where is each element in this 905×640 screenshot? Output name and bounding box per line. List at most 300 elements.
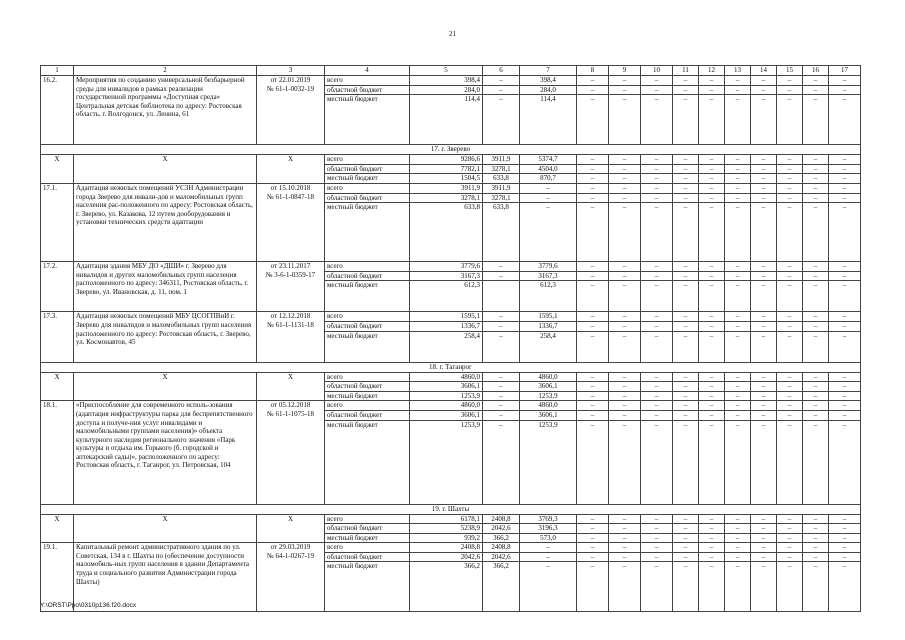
total-amount: 3606,1 xyxy=(410,410,483,420)
empty-year-cell: – xyxy=(609,174,641,184)
placeholder-x: Х xyxy=(257,372,325,401)
empty-year-cell: – xyxy=(673,174,699,184)
item-number: 17.3. xyxy=(41,312,74,362)
empty-year-cell: – xyxy=(609,85,641,95)
section-title: 18. г. Таганрог xyxy=(41,362,861,372)
amount-col-6: 3278,1 xyxy=(483,193,520,203)
empty-year-cell: – xyxy=(609,155,641,165)
empty-year-cell: – xyxy=(751,271,777,281)
empty-year-cell: – xyxy=(673,331,699,362)
amount-col-6: – xyxy=(483,271,520,281)
empty-year-cell: – xyxy=(609,95,641,145)
amount-col-6: 2042,6 xyxy=(483,524,520,534)
funding-source: всего xyxy=(325,543,410,553)
section-total-row xyxy=(41,155,861,165)
empty-year-cell: – xyxy=(803,514,829,524)
empty-year-cell: – xyxy=(673,85,699,95)
empty-year-cell: – xyxy=(673,95,699,145)
empty-year-cell: – xyxy=(673,420,699,504)
empty-year-cell: – xyxy=(777,183,803,193)
empty-year-cell: – xyxy=(803,174,829,184)
empty-year-cell: – xyxy=(673,552,699,562)
total-amount: 258,4 xyxy=(410,331,483,362)
empty-year-cell: – xyxy=(751,312,777,322)
amount-col-6: 633,8 xyxy=(483,174,520,184)
empty-year-cell: – xyxy=(673,312,699,322)
empty-year-cell: – xyxy=(751,562,777,612)
empty-year-cell: – xyxy=(751,281,777,312)
total-amount: 7782,1 xyxy=(410,164,483,174)
empty-year-cell: – xyxy=(577,410,609,420)
total-amount: 1253,9 xyxy=(410,420,483,504)
amount-col-7: 1336,7 xyxy=(520,321,577,331)
empty-year-cell: – xyxy=(725,514,751,524)
column-number: 12 xyxy=(699,66,725,76)
empty-year-cell: – xyxy=(673,514,699,524)
empty-year-cell: – xyxy=(725,203,751,262)
empty-year-cell: – xyxy=(673,183,699,193)
empty-year-cell: – xyxy=(609,420,641,504)
empty-year-cell: – xyxy=(829,514,861,524)
total-amount: 3779,6 xyxy=(410,262,483,272)
funding-source: местный бюджет xyxy=(325,95,410,145)
empty-year-cell: – xyxy=(751,552,777,562)
total-amount: 1336,7 xyxy=(410,321,483,331)
empty-year-cell: – xyxy=(673,543,699,553)
placeholder-x: Х xyxy=(74,372,257,401)
total-amount: 1253,9 xyxy=(410,391,483,401)
funding-source: областной бюджет xyxy=(325,85,410,95)
empty-year-cell: – xyxy=(803,321,829,331)
empty-year-cell: – xyxy=(803,331,829,362)
empty-year-cell: – xyxy=(641,420,673,504)
funding-source: местный бюджет xyxy=(325,203,410,262)
empty-year-cell: – xyxy=(699,164,725,174)
empty-year-cell: – xyxy=(641,203,673,262)
funding-source: всего xyxy=(325,76,410,86)
empty-year-cell: – xyxy=(577,95,609,145)
empty-year-cell: – xyxy=(725,420,751,504)
empty-year-cell: – xyxy=(577,193,609,203)
empty-year-cell: – xyxy=(577,281,609,312)
column-number: 4 xyxy=(325,66,410,76)
empty-year-cell: – xyxy=(699,524,725,534)
total-amount: 284,0 xyxy=(410,85,483,95)
amount-col-7: 4860,0 xyxy=(520,372,577,382)
empty-year-cell: – xyxy=(751,372,777,382)
document-cell xyxy=(257,183,325,261)
empty-year-cell: – xyxy=(829,155,861,165)
amount-col-7: – xyxy=(520,562,577,612)
empty-year-cell: – xyxy=(641,312,673,322)
funding-source: областной бюджет xyxy=(325,524,410,534)
empty-year-cell: – xyxy=(829,76,861,86)
empty-year-cell: – xyxy=(829,562,861,612)
empty-year-cell: – xyxy=(777,262,803,272)
total-amount: 6178,1 xyxy=(410,514,483,524)
empty-year-cell: – xyxy=(829,193,861,203)
empty-year-cell: – xyxy=(751,76,777,86)
empty-year-cell: – xyxy=(725,193,751,203)
amount-col-7: 3779,6 xyxy=(520,262,577,272)
empty-year-cell: – xyxy=(673,193,699,203)
empty-year-cell: – xyxy=(641,552,673,562)
empty-year-cell: – xyxy=(577,420,609,504)
document-number: № 3-6-1-0359-17 xyxy=(265,270,316,279)
empty-year-cell: – xyxy=(577,164,609,174)
empty-year-cell: – xyxy=(751,391,777,401)
empty-year-cell: – xyxy=(777,401,803,411)
total-amount: 612,3 xyxy=(410,281,483,312)
empty-year-cell: – xyxy=(609,382,641,392)
empty-year-cell: – xyxy=(803,203,829,262)
empty-year-cell: – xyxy=(803,85,829,95)
column-number: 8 xyxy=(577,66,609,76)
column-number: 1 xyxy=(41,66,74,76)
empty-year-cell: – xyxy=(699,281,725,312)
amount-col-6: 2042,6 xyxy=(483,552,520,562)
empty-year-cell: – xyxy=(609,164,641,174)
empty-year-cell: – xyxy=(577,321,609,331)
empty-year-cell: – xyxy=(725,85,751,95)
empty-year-cell: – xyxy=(725,262,751,272)
empty-year-cell: – xyxy=(829,382,861,392)
empty-year-cell: – xyxy=(673,401,699,411)
item-number: 18.1. xyxy=(41,401,74,504)
item-name: Адаптация здания МБУ ДО «ДШИ» г. Зверево для инвалидов и других маломобильных групп населения расположенного по адресу: 346311, Ростовская область, г. Зверево, ул. Ивановская, д. 11, пом. 1 xyxy=(74,262,257,312)
empty-year-cell: – xyxy=(577,183,609,193)
empty-year-cell: – xyxy=(751,95,777,145)
funding-source: областной бюджет xyxy=(325,271,410,281)
item-row xyxy=(41,543,861,553)
empty-year-cell: – xyxy=(641,85,673,95)
empty-year-cell: – xyxy=(803,562,829,612)
empty-year-cell: – xyxy=(777,155,803,165)
placeholder-x: Х xyxy=(41,155,74,184)
empty-year-cell: – xyxy=(641,193,673,203)
amount-col-7: 3606,1 xyxy=(520,382,577,392)
empty-year-cell: – xyxy=(803,524,829,534)
amount-col-6: 3911,9 xyxy=(483,155,520,165)
empty-year-cell: – xyxy=(725,562,751,612)
empty-year-cell: – xyxy=(577,552,609,562)
empty-year-cell: – xyxy=(725,164,751,174)
column-number-row xyxy=(41,66,861,76)
total-amount: 2042,6 xyxy=(410,552,483,562)
empty-year-cell: – xyxy=(699,155,725,165)
item-name: Капитальный ремонт административного здания по ул. Советская, 134 в г. Шахты по (обеспечение доступности маломобиль-ных групп населения в здании Департамента труда и социального развития Администрации города Шахты) xyxy=(74,543,257,612)
empty-year-cell: – xyxy=(699,312,725,322)
table-body xyxy=(41,66,861,612)
column-number: 7 xyxy=(520,66,577,76)
empty-year-cell: – xyxy=(803,420,829,504)
empty-year-cell: – xyxy=(699,552,725,562)
empty-year-cell: – xyxy=(751,262,777,272)
empty-year-cell: – xyxy=(751,321,777,331)
empty-year-cell: – xyxy=(777,312,803,322)
empty-year-cell: – xyxy=(641,262,673,272)
empty-year-cell: – xyxy=(725,183,751,193)
empty-year-cell: – xyxy=(699,562,725,612)
total-amount: 3278,1 xyxy=(410,193,483,203)
empty-year-cell: – xyxy=(699,193,725,203)
amount-col-6: – xyxy=(483,95,520,145)
placeholder-x: Х xyxy=(41,372,74,401)
empty-year-cell: – xyxy=(577,401,609,411)
column-number: 14 xyxy=(751,66,777,76)
empty-year-cell: – xyxy=(641,382,673,392)
amount-col-6: – xyxy=(483,262,520,272)
document-cell xyxy=(257,543,325,612)
empty-year-cell: – xyxy=(609,552,641,562)
empty-year-cell: – xyxy=(829,321,861,331)
empty-year-cell: – xyxy=(699,271,725,281)
amount-col-6: 2408,8 xyxy=(483,543,520,553)
empty-year-cell: – xyxy=(803,262,829,272)
empty-year-cell: – xyxy=(829,372,861,382)
empty-year-cell: – xyxy=(829,312,861,322)
amount-col-6: – xyxy=(483,331,520,362)
funding-source: областной бюджет xyxy=(325,193,410,203)
funding-source: всего xyxy=(325,401,410,411)
empty-year-cell: – xyxy=(777,331,803,362)
document-cell xyxy=(257,401,325,504)
empty-year-cell: – xyxy=(577,155,609,165)
empty-year-cell: – xyxy=(777,552,803,562)
empty-year-cell: – xyxy=(641,401,673,411)
empty-year-cell: – xyxy=(609,262,641,272)
empty-year-cell: – xyxy=(751,420,777,504)
amount-col-7: 573,0 xyxy=(520,533,577,543)
empty-year-cell: – xyxy=(829,410,861,420)
empty-year-cell: – xyxy=(641,321,673,331)
empty-year-cell: – xyxy=(699,203,725,262)
empty-year-cell: – xyxy=(673,533,699,543)
empty-year-cell: – xyxy=(803,95,829,145)
amount-col-7: 5374,7 xyxy=(520,155,577,165)
empty-year-cell: – xyxy=(751,193,777,203)
total-amount: 1504,5 xyxy=(410,174,483,184)
empty-year-cell: – xyxy=(751,174,777,184)
empty-year-cell: – xyxy=(641,281,673,312)
funding-source: всего xyxy=(325,183,410,193)
empty-year-cell: – xyxy=(751,164,777,174)
empty-year-cell: – xyxy=(803,391,829,401)
empty-year-cell: – xyxy=(577,562,609,612)
empty-year-cell: – xyxy=(577,372,609,382)
empty-year-cell: – xyxy=(673,281,699,312)
empty-year-cell: – xyxy=(609,183,641,193)
empty-year-cell: – xyxy=(699,420,725,504)
empty-year-cell: – xyxy=(609,312,641,322)
empty-year-cell: – xyxy=(577,514,609,524)
amount-col-7: – xyxy=(520,203,577,262)
section-title-row xyxy=(41,362,861,372)
empty-year-cell: – xyxy=(777,95,803,145)
empty-year-cell: – xyxy=(829,543,861,553)
empty-year-cell: – xyxy=(641,524,673,534)
empty-year-cell: – xyxy=(777,562,803,612)
total-amount: 9286,6 xyxy=(410,155,483,165)
empty-year-cell: – xyxy=(725,312,751,322)
empty-year-cell: – xyxy=(803,271,829,281)
empty-year-cell: – xyxy=(699,382,725,392)
empty-year-cell: – xyxy=(673,410,699,420)
item-name: Адаптация нежилых помещений УСЗН Администрации города Зверево для инвали-дов и маломобильных групп населения рас-положенного по адресу: Ростовская область, г. Зверево, ул. Казакова, 12 путем дооборудования и установки технических средств адаптации xyxy=(74,183,257,261)
empty-year-cell: – xyxy=(725,382,751,392)
empty-year-cell: – xyxy=(641,76,673,86)
amount-col-6: 3911,9 xyxy=(483,183,520,193)
amount-col-6: – xyxy=(483,420,520,504)
funding-source: всего xyxy=(325,155,410,165)
empty-year-cell: – xyxy=(609,401,641,411)
empty-year-cell: – xyxy=(725,271,751,281)
empty-year-cell: – xyxy=(673,76,699,86)
item-row xyxy=(41,183,861,193)
item-row xyxy=(41,76,861,86)
empty-year-cell: – xyxy=(777,524,803,534)
empty-year-cell: – xyxy=(751,203,777,262)
empty-year-cell: – xyxy=(725,76,751,86)
empty-year-cell: – xyxy=(609,543,641,553)
empty-year-cell: – xyxy=(777,543,803,553)
amount-col-6: – xyxy=(483,321,520,331)
total-amount: 1595,1 xyxy=(410,312,483,322)
empty-year-cell: – xyxy=(641,543,673,553)
empty-year-cell: – xyxy=(829,401,861,411)
amount-col-6: – xyxy=(483,391,520,401)
column-number: 10 xyxy=(641,66,673,76)
amount-col-6: – xyxy=(483,76,520,86)
empty-year-cell: – xyxy=(803,155,829,165)
empty-year-cell: – xyxy=(829,183,861,193)
document-number: № 61-1-0032-19 xyxy=(267,84,314,93)
empty-year-cell: – xyxy=(803,76,829,86)
empty-year-cell: – xyxy=(673,203,699,262)
amount-col-6: – xyxy=(483,382,520,392)
section-title: 19. г. Шахты xyxy=(41,504,861,514)
empty-year-cell: – xyxy=(641,533,673,543)
amount-col-7: 870,7 xyxy=(520,174,577,184)
amount-col-6: – xyxy=(483,85,520,95)
empty-year-cell: – xyxy=(577,331,609,362)
amount-col-7: 4860,0 xyxy=(520,401,577,411)
empty-year-cell: – xyxy=(641,391,673,401)
amount-col-6: 3278,1 xyxy=(483,164,520,174)
empty-year-cell: – xyxy=(641,271,673,281)
empty-year-cell: – xyxy=(803,401,829,411)
empty-year-cell: – xyxy=(577,203,609,262)
column-number: 13 xyxy=(725,66,751,76)
document-date: от 23.11.2017 xyxy=(270,262,311,271)
item-number: 17.1. xyxy=(41,183,74,261)
empty-year-cell: – xyxy=(777,85,803,95)
placeholder-x: Х xyxy=(41,514,74,543)
placeholder-x: Х xyxy=(74,514,257,543)
empty-year-cell: – xyxy=(641,183,673,193)
empty-year-cell: – xyxy=(673,262,699,272)
empty-year-cell: – xyxy=(777,76,803,86)
empty-year-cell: – xyxy=(803,533,829,543)
empty-year-cell: – xyxy=(641,514,673,524)
amount-col-7: 1253,9 xyxy=(520,420,577,504)
column-number: 5 xyxy=(410,66,483,76)
total-amount: 2408,8 xyxy=(410,543,483,553)
amount-col-7: – xyxy=(520,543,577,553)
empty-year-cell: – xyxy=(751,410,777,420)
funding-source: всего xyxy=(325,514,410,524)
funding-source: местный бюджет xyxy=(325,281,410,312)
empty-year-cell: – xyxy=(803,312,829,322)
document-date: от 15.10.2018 xyxy=(270,183,311,192)
empty-year-cell: – xyxy=(777,533,803,543)
column-number: 15 xyxy=(777,66,803,76)
page-number: 21 xyxy=(449,30,456,38)
empty-year-cell: – xyxy=(609,410,641,420)
item-row xyxy=(41,312,861,322)
empty-year-cell: – xyxy=(829,331,861,362)
empty-year-cell: – xyxy=(725,391,751,401)
total-amount: 4860,0 xyxy=(410,372,483,382)
funding-source: областной бюджет xyxy=(325,552,410,562)
empty-year-cell: – xyxy=(725,533,751,543)
empty-year-cell: – xyxy=(641,95,673,145)
empty-year-cell: – xyxy=(829,271,861,281)
empty-year-cell: – xyxy=(777,174,803,184)
empty-year-cell: – xyxy=(699,410,725,420)
item-row xyxy=(41,262,861,272)
amount-col-7: 3606,1 xyxy=(520,410,577,420)
empty-year-cell: – xyxy=(725,401,751,411)
empty-year-cell: – xyxy=(673,321,699,331)
empty-year-cell: – xyxy=(803,552,829,562)
amount-col-7: 3167,3 xyxy=(520,271,577,281)
funding-source: местный бюджет xyxy=(325,174,410,184)
amount-col-7: – xyxy=(520,183,577,193)
funding-source: областной бюджет xyxy=(325,410,410,420)
empty-year-cell: – xyxy=(777,203,803,262)
empty-year-cell: – xyxy=(673,155,699,165)
empty-year-cell: – xyxy=(829,524,861,534)
empty-year-cell: – xyxy=(699,262,725,272)
empty-year-cell: – xyxy=(609,203,641,262)
section-title-row xyxy=(41,145,861,155)
item-name: «Приспособление для современного исполь-зования (адаптация инфраструктуры парка для беспрепятственного доступа и получе-ния услуг инвалидами и маломобильными группами населения)» объекта культурного наследия регионального значения «Парк культуры и отдыха им. Горького (б. городской и аптекарский сады)», расположенного по адресу: Ростовская область, г. Таганрог, ул. Петровская, 104 xyxy=(74,401,257,504)
amount-col-7: 114,4 xyxy=(520,95,577,145)
empty-year-cell: – xyxy=(803,410,829,420)
total-amount: 114,4 xyxy=(410,95,483,145)
empty-year-cell: – xyxy=(699,76,725,86)
empty-year-cell: – xyxy=(699,321,725,331)
empty-year-cell: – xyxy=(751,85,777,95)
empty-year-cell: – xyxy=(829,174,861,184)
total-amount: 398,4 xyxy=(410,76,483,86)
empty-year-cell: – xyxy=(777,372,803,382)
amount-col-7: – xyxy=(520,193,577,203)
amount-col-7: 398,4 xyxy=(520,76,577,86)
empty-year-cell: – xyxy=(641,331,673,362)
empty-year-cell: – xyxy=(577,391,609,401)
empty-year-cell: – xyxy=(725,372,751,382)
total-amount: 939,2 xyxy=(410,533,483,543)
item-number: 17.2. xyxy=(41,262,74,312)
item-name: Мероприятия по созданию универсальной безбарьерной среды для инвалидов в рамках реализации государственной программы «Доступная среда» Центральная детская библиотека по адресу: Ростовская область, г. Волгодонск, ул. Ленина, 61 xyxy=(74,76,257,145)
section-total-row xyxy=(41,514,861,524)
empty-year-cell: – xyxy=(803,193,829,203)
amount-col-6: – xyxy=(483,372,520,382)
amount-col-6: 366,2 xyxy=(483,562,520,612)
empty-year-cell: – xyxy=(829,95,861,145)
